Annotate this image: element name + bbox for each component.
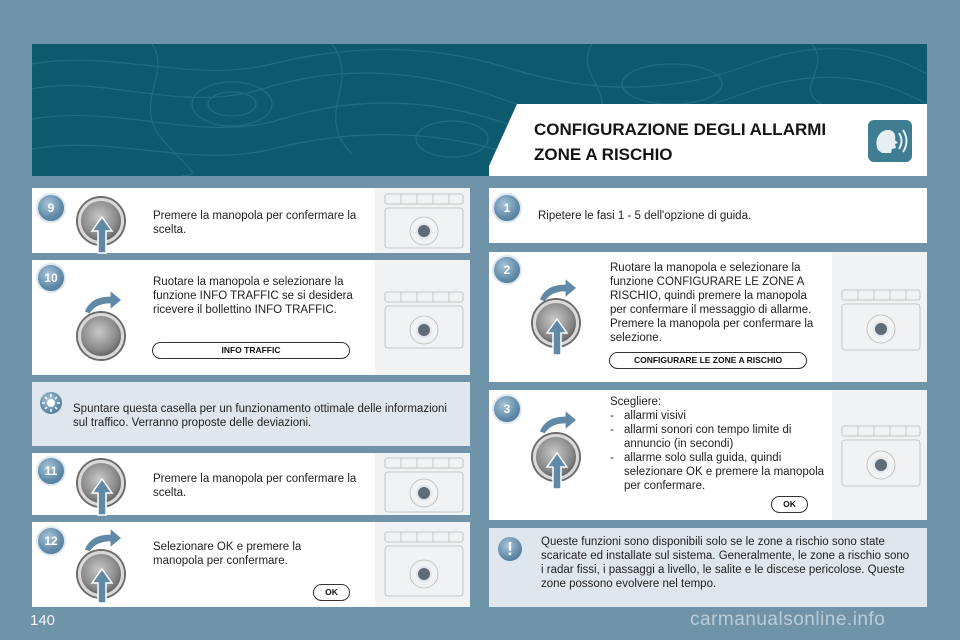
exclamation-icon: ! bbox=[496, 535, 524, 563]
step-12-badge: 12 bbox=[36, 526, 66, 556]
option-visual-alarms: - allarmi visivi bbox=[610, 409, 825, 423]
step-10-text: Ruotare la manopola e selezionare la funzione INFO TRAFFIC se si desidera ricevere il bollettino INFO TRAFFIC. bbox=[153, 276, 353, 316]
radio-panel bbox=[375, 260, 470, 375]
step-12-text: Selezionare OK e premere la manopola per confermare. bbox=[153, 541, 302, 567]
warning-text: Queste funzioni sono disponibili solo se le zone a rischio sono state scaricate ed installate sul sistema. Generalmente, le zone a rischio sono i radar fissi, i passaggi a livello, le salite e le discese pericolose. Queste zone possono evolvere nel tempo. bbox=[541, 536, 910, 590]
push-arrow-icon bbox=[545, 451, 569, 491]
option-driving-alarm: - allarme solo sulla guida, quindi selezionare OK e premere la manopola per confermare. bbox=[610, 451, 825, 493]
option-sound-alarms: - allarmi sonori con tempo limite di annuncio (in secondi) bbox=[610, 423, 825, 451]
control-knob bbox=[78, 313, 124, 359]
turn-arrow-icon bbox=[80, 526, 124, 552]
turn-arrow-icon bbox=[535, 408, 579, 434]
page-title bbox=[534, 117, 864, 167]
step-11-text: Premere la manopola per confermare la scelta. bbox=[153, 473, 357, 499]
step-3-text bbox=[610, 395, 825, 493]
turn-arrow-icon bbox=[535, 276, 579, 302]
ok-option[interactable]: OK bbox=[771, 496, 808, 513]
step-10-badge: 10 bbox=[36, 263, 66, 293]
turn-arrow-icon bbox=[80, 288, 124, 314]
radio-panel bbox=[375, 453, 470, 515]
radio-panel bbox=[375, 188, 470, 253]
push-arrow-icon bbox=[90, 215, 114, 255]
step-2-badge: 2 bbox=[492, 255, 522, 285]
menu-option-configure-risk-zones[interactable]: CONFIGURARE LE ZONE A RISCHIO bbox=[609, 352, 807, 369]
step-3-intro: Scegliere: bbox=[610, 396, 662, 408]
step-9-badge: 9 bbox=[36, 193, 66, 223]
step-11-badge: 11 bbox=[36, 456, 66, 486]
radio-panel bbox=[832, 252, 927, 382]
page-title-line1: CONFIGURAZIONE DEGLI ALLARMI bbox=[534, 120, 827, 139]
step-3-badge: 3 bbox=[492, 394, 522, 424]
radio-panel bbox=[832, 390, 927, 520]
push-arrow-icon bbox=[90, 567, 114, 605]
step-1-badge: 1 bbox=[492, 193, 522, 223]
step-1-text: Ripetere le fasi 1 - 5 dell'opzione di guida. bbox=[538, 210, 752, 222]
page-number: 140 bbox=[30, 612, 56, 629]
page-title-line2: ZONE A RISCHIO bbox=[534, 145, 673, 164]
menu-option-info-traffic[interactable]: INFO TRAFFIC bbox=[152, 342, 350, 359]
ok-option[interactable]: OK bbox=[313, 584, 350, 601]
voice-speaker-icon bbox=[868, 120, 912, 162]
push-arrow-icon bbox=[545, 317, 569, 357]
push-arrow-icon bbox=[90, 477, 114, 517]
step-9-text: Premere la manopola per confermare la scelta. bbox=[153, 210, 357, 236]
lightbulb-icon bbox=[38, 390, 64, 416]
step-2-text: Ruotare la manopola e selezionare la funzione CONFIGURARE LE ZONE A RISCHIO, quindi premere la manopola per confermare il messaggio di allarme. Premere la manopola per confermare la selezione. bbox=[610, 262, 814, 344]
radio-panel bbox=[375, 522, 470, 607]
step-3-options bbox=[610, 409, 825, 493]
watermark: carmanualsonline.info bbox=[690, 609, 886, 630]
tip-text: Spuntare questa casella per un funzionamento ottimale delle informazioni sul traffico. Verranno proposte delle deviazioni. bbox=[73, 403, 447, 429]
